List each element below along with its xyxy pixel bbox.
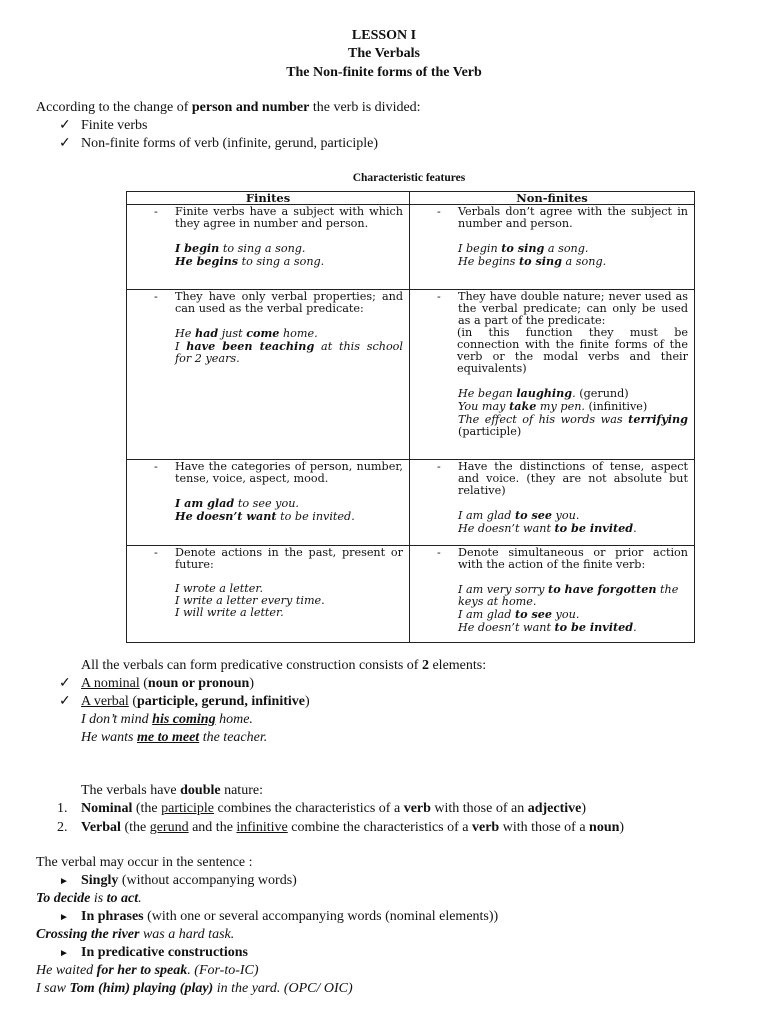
example-sentence: I saw Tom (him) playing (play) in the yard. (OPC/ OIC) bbox=[36, 981, 353, 996]
list-item-verbal: ✓ A verbal (participle, gerund, infinitive) bbox=[59, 694, 310, 709]
list-item-nonfinite: ✓ Non-finite forms of verb (infinite, gerund, participle) bbox=[59, 136, 379, 151]
example-line: I write a letter every time. bbox=[175, 593, 325, 607]
table-cell: - Denote simultaneous or prior action with the action of the finite verb: I am very sorry to have forgotten the keys at home. I am glad to see you. He doesn’t want to be invited. bbox=[437, 545, 688, 634]
bullet-item: ► In predicative constructions bbox=[59, 944, 248, 963]
example-line: He had just come home. bbox=[175, 326, 318, 341]
arrow-bullet-icon: ► bbox=[59, 912, 69, 923]
example-line: He doesn’t want to be invited. bbox=[175, 509, 355, 524]
check-icon: ✓ bbox=[59, 676, 71, 691]
example-line: He began laughing. (gerund) bbox=[458, 386, 629, 401]
example-sentence: Crossing the river was a hard task. bbox=[36, 927, 235, 942]
table-row bbox=[127, 545, 694, 642]
arrow-bullet-icon: ► bbox=[59, 876, 69, 887]
example-line: You may take my pen. (infinitive) bbox=[458, 399, 648, 414]
example-line: I wrote a letter. bbox=[175, 581, 264, 595]
table-cell: - They have double nature; never used as the verbal predicate; can only be used as a part of the predicate: (in this function they must be connection with the finite forms of the verb or the modal verbs and their equivalents) He began laughing. (gerund) You may take my pen. (infinitive) The effect of his words was terrifying (participle) bbox=[437, 290, 688, 439]
bullet-item: ► Singly (without accompanying words) bbox=[59, 872, 297, 891]
table-caption: Characteristic features bbox=[352, 172, 466, 184]
example-line: I begin to sing a song. bbox=[458, 241, 589, 256]
lesson-heading: LESSON I bbox=[351, 28, 417, 43]
example-line: I am very sorry to have forgotten the keys at home. bbox=[458, 581, 679, 608]
check-icon: ✓ bbox=[59, 118, 71, 133]
example-line: I am glad to see you. bbox=[458, 508, 580, 523]
example-sentence: He waited for her to speak. (For-to-IC) bbox=[36, 963, 259, 978]
example-line: He begins to sing a song. bbox=[175, 254, 325, 269]
table-row bbox=[127, 290, 694, 460]
example-line: I begin to sing a song. bbox=[175, 241, 306, 256]
table-cell: - Denote actions in the past, present or future: I wrote a letter. I write a letter every time. I will write a letter. bbox=[154, 545, 403, 619]
numbered-item: 2. Verbal (the gerund and the infinitive combine the characteristics of a verb with those of a noun) bbox=[57, 820, 625, 835]
example-sentence: He wants me to meet the teacher. bbox=[81, 730, 268, 745]
example-line: He begins to sing a song. bbox=[458, 254, 607, 269]
table-cell: - Finite verbs have a subject with which they agree in number and person. I begin to sing a song. He begins to sing a song. bbox=[154, 205, 403, 269]
subtitle-heading: The Non-finite forms of the Verb bbox=[286, 65, 482, 80]
example-line: I am glad to see you. bbox=[458, 606, 580, 621]
double-nature-intro: The verbals have double nature: bbox=[81, 783, 263, 798]
example-line: I am glad to see you. bbox=[175, 496, 299, 511]
column-header-finites: Finites bbox=[127, 192, 410, 205]
bullet-item: ► In phrases (with one or several accompanying words (nominal elements)) bbox=[59, 908, 498, 927]
table-cell: - Have the distinctions of tense, aspect and voice. (they are not absolute but relative) I am glad to see you. He doesn’t want to be invited. bbox=[437, 460, 688, 536]
arrow-bullet-icon: ► bbox=[59, 948, 69, 959]
table-cell: - They have only verbal properties; and can used as the verbal predicate: He had just come home. I have been teaching at this school for 2 years. bbox=[154, 290, 403, 366]
topic-heading: The Verbals bbox=[348, 46, 420, 61]
example-line: I will write a letter. bbox=[175, 605, 284, 619]
table-row bbox=[127, 205, 694, 290]
intro-paragraph: According to the change of person and number the verb is divided: bbox=[36, 100, 421, 115]
example-line: The effect of his words was terrifying (participle) bbox=[458, 412, 688, 439]
table-row bbox=[127, 460, 694, 545]
list-item-finite: ✓ Finite verbs bbox=[59, 118, 148, 133]
occurrence-intro: The verbal may occur in the sentence : bbox=[36, 855, 253, 870]
table-cell: - Have the categories of person, number, tense, voice, aspect, mood. I am glad to see you. He doesn’t want to be invited. bbox=[154, 460, 403, 524]
check-icon: ✓ bbox=[59, 136, 71, 151]
check-icon: ✓ bbox=[59, 694, 71, 709]
numbered-item: 1. Nominal (the participle combines the characteristics of a verb with those of an adjective) bbox=[57, 801, 587, 816]
column-header-nonfinites: Non-finites bbox=[410, 192, 695, 205]
example-line: I have been teaching at this school for 2 years. bbox=[175, 339, 403, 366]
list-item-nominal: ✓ A nominal (noun or pronoun) bbox=[59, 676, 255, 691]
table-cell: - Verbals don’t agree with the subject in number and person. I begin to sing a song. He begins to sing a song. bbox=[437, 205, 688, 269]
example-line: He doesn’t want to be invited. bbox=[458, 521, 637, 536]
example-line: He doesn’t want to be invited. bbox=[458, 619, 637, 634]
features-table bbox=[126, 191, 695, 643]
example-sentence: I don’t mind his coming home. bbox=[81, 712, 253, 727]
predicative-intro: All the verbals can form predicative construction consists of 2 elements: bbox=[81, 658, 487, 673]
example-sentence: To decide is to act. bbox=[36, 891, 142, 906]
